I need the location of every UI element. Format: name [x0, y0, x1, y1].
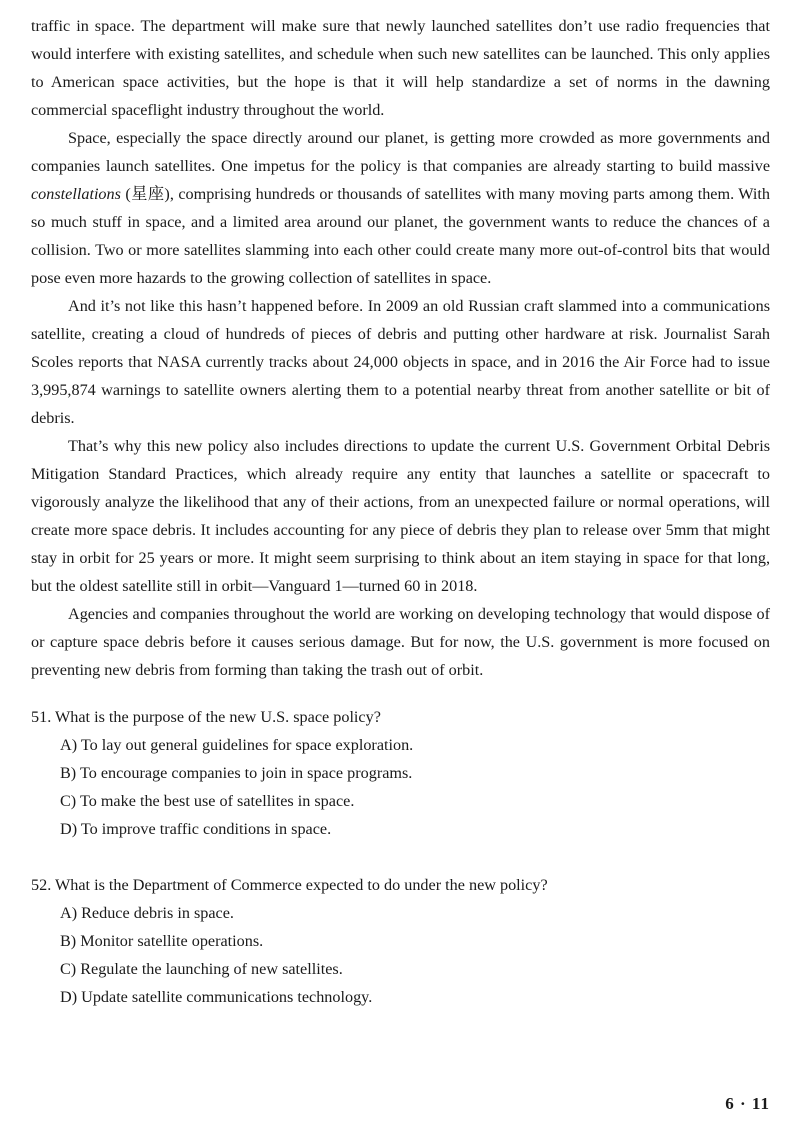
passage-paragraph-4: That’s why this new policy also includes directions to update the current U.S. Government Orbital Debris Mitigation Standard Practices, which already require any entity that launches a satellite or spacecraft to vigorously analyze the likelihood that any of their actions, from an unexpected failure or normal operations, will create more space debris. It includes accounting for any piece of debris they plan to release over 5mm that might stay in orbit for 25 years or more. It might seem surprising to think about an item staying in space for that long, but the oldest satellite still in orbit—Vanguard 1—turned 60 in 2018. — [31, 437, 770, 595]
page-number: 6 · 11 — [725, 1094, 770, 1113]
question-52 — [31, 871, 770, 1011]
paragraph-text: , comprising hundreds or thousands of satellites with many moving parts among them. With so much stuff in space, and a limited area around our planet, the government wants to reduce the chances of a collision. Two or more satellites slamming into each other could create many more out-of-control bits that would pose even more hazards to the growing collection of satellites in space. — [31, 185, 771, 287]
option-d: D) Update satellite communications technology. — [60, 988, 373, 1006]
passage-paragraph-1: traffic in space. The department will make sure that newly launched satellites don’t use radio frequencies that would interfere with existing satellites, and schedule when such new satellites can be launched. This only applies to American space activities, but the hope is that it will help standardize a set of norms in the dawning commercial spaceflight industry throughout the world. — [31, 17, 770, 119]
option-a: A) Reduce debris in space. — [60, 904, 234, 922]
option-d: D) To improve traffic conditions in space. — [60, 820, 332, 838]
question-stem: 52. What is the Department of Commerce expected to do under the new policy? — [31, 876, 548, 894]
italic-term: constellations — [31, 185, 121, 203]
option-b: B) To encourage companies to join in space programs. — [60, 764, 413, 782]
questions-section — [31, 703, 770, 1011]
option-a: A) To lay out general guidelines for space exploration. — [60, 736, 414, 754]
option-b: B) Monitor satellite operations. — [60, 932, 264, 950]
option-c: C) Regulate the launching of new satellites. — [60, 960, 343, 978]
option-c: C) To make the best use of satellites in space. — [60, 792, 355, 810]
question-stem: 51. What is the purpose of the new U.S. space policy? — [31, 708, 381, 726]
paragraph-text: Space, especially the space directly around our planet, is getting more crowded as more governments and companies launch satellites. One impetus for the policy is that companies are already starting to build massive — [31, 129, 770, 175]
passage-paragraph-5: Agencies and companies throughout the world are working on developing technology that would dispose of or capture space debris before it causes serious damage. But for now, the U.S. government is more focused on preventing new debris from forming than taking the trash out of orbit. — [31, 605, 770, 679]
passage-paragraph-2 — [31, 124, 770, 292]
passage-paragraph-3: And it’s not like this hasn’t happened before. In 2009 an old Russian craft slammed into a communications satellite, creating a cloud of hundreds of pieces of debris and putting other hardware at risk. Journalist Sarah Scoles reports that NASA currently tracks about 24,000 objects in space, and in 2016 the Air Force had to issue 3,995,874 warnings to satellite owners alerting them to a potential nearby threat from another satellite or bit of debris. — [31, 297, 770, 427]
chinese-gloss: (星座) — [120, 185, 170, 203]
exam-page — [31, 12, 770, 1039]
reading-passage — [31, 12, 770, 684]
question-51 — [31, 703, 770, 843]
